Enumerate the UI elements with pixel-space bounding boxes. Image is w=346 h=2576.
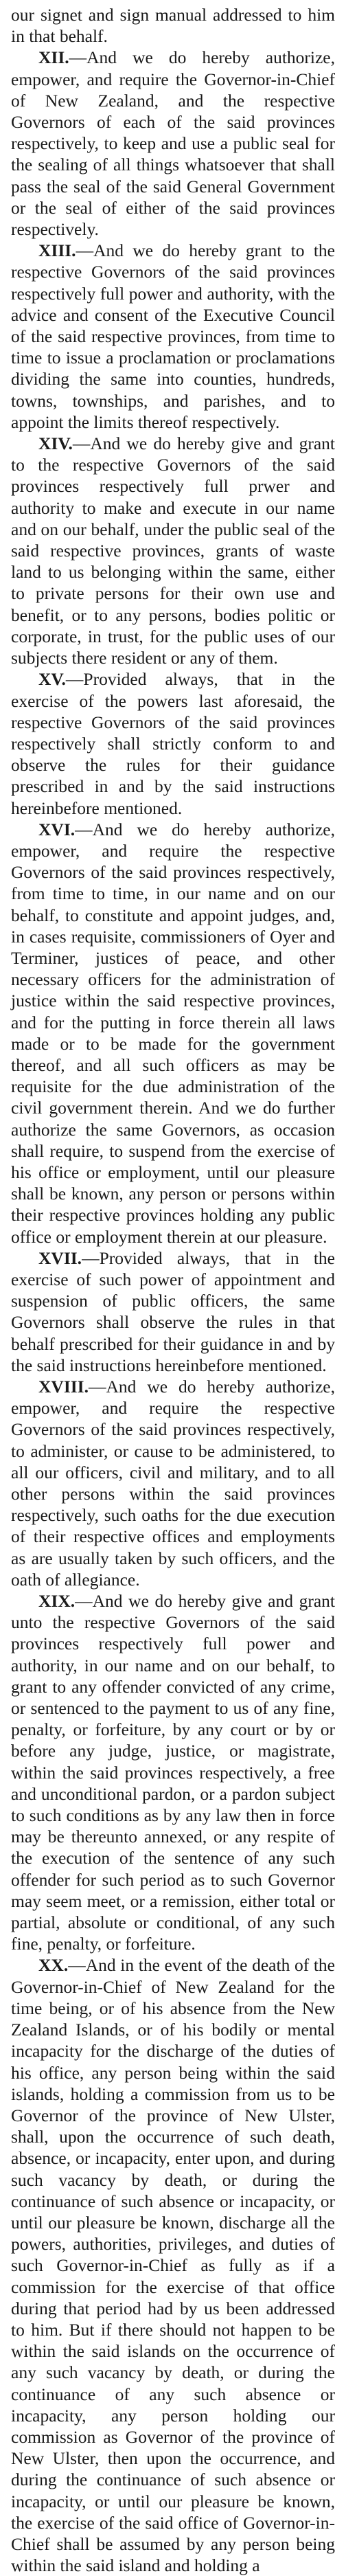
paragraph-text: —And we do hereby authorize, empower, and require the respective Governors of the said provinces respectively, from time to time, in our name and on our behalf, to constitute and appoint judges, and, in cases requisite, commissioners of Oyer and Terminer, justices of peace, and other necessary officers for the administration of justice within the said respective provinces, and for the putting in force therein all laws made or to be made for the government thereof, and all such officers as may be requisite for the due administration of the civil government therein. And we do further authorize the same Governors, as occasion shall require, to suspend from the exercise of his office or employment, until our pleasure shall be known, any person or persons within their respective provinces holding any public office or employment therein at our pleasure.: [11, 819, 335, 1247]
paragraph-text: —And we do hereby give and grant unto the respective Governors of the said provinces respectively full power and authority, in our name and on our behalf, to grant to any offender convicted of any crime, or sentenced to the payment to us of any fine, penalty, or forfeiture, by any court or by or before any judge, justice, or magistrate, within the said provinces respectively, a free and unconditional pardon, or a pardon subject to such conditions as by any law then in force may be thereunto annexed, or any respite of the execution of the sentence of any such offender for such period as to such Governor may seem meet, or a remission, either total or partial, absolute or conditional, of any such fine, penalty, or forfeiture.: [11, 1591, 335, 1954]
paragraph-continuation: [11, 4, 335, 47]
paragraph-text: —And we do hereby authorize, empower, and require the Governor-in-Chief of New Zealand, and the respective Governors of each of the said provinces respectively, to keep and use a public seal for the sealing of all things whatsoever that shall pass the seal of the said General Government or the seal of either of the said provinces respectively.: [11, 47, 335, 240]
section-number: XIII.: [38, 240, 76, 261]
paragraph-text: —And in the event of the death of the Governor-in-Chief of New Zealand for the time being, or of his absence from the New Zealand Islands, or of his bodily or mental incapacity for the discharge of the duties of his office, any person being within the said islands, holding a commission from us to be Governor of the province of New Ulster, shall, upon the occurrence of such death, absence, or incapacity, enter upon, and during such vacancy by death, or during the continuance of such absence or incapacity, or until our pleasure be known, discharge all the powers, authorities, privileges, and duties of such Governor-in-Chief as fully as if a commission for the exercise of that office during that period had by us been addressed to him. But if there should not happen to be within the said islands on the occurrence of any such vacancy by death, or during the continuance of any such absence or incapacity, any person holding our commission as Governor of the province of New Ulster, then upon the occurrence, and during the continuance of such absence or incapacity, or until our pleasure be known, the exercise of the said office of Governor-in-Chief shall be assumed by any person being within the said island and holding a: [11, 1955, 335, 2576]
section-xvi: [11, 819, 335, 1247]
section-number: XIX.: [38, 1591, 76, 1612]
section-number: XX.: [38, 1955, 69, 1976]
section-xiv: [11, 433, 335, 668]
section-number: XV.: [38, 669, 66, 690]
section-xix: [11, 1590, 335, 1954]
section-number: XII.: [38, 47, 69, 68]
section-number: XVI.: [38, 819, 76, 839]
paragraph-text: —And we do hereby grant to the respective Governors of the said provinces respectively full power and authority, with the advice and consent of the Executive Council of the said respective provinces, from time to time to issue a proclamation or proclamations dividing the same into counties, hundreds, towns, townships, and parishes, and to appoint the limits thereof respectively.: [11, 240, 335, 432]
section-xii: [11, 47, 335, 240]
section-xviii: [11, 1376, 335, 1590]
paragraph-text: —Provided always, that in the exercise of the powers last aforesaid, the respective Governors of the said provinces respectively shall strictly conform to and observe the rules for their guidance prescribed in and by the said instructions hereinbefore mentioned.: [11, 669, 335, 818]
paragraph-text: —And we do hereby give and grant to the respective Governors of the said provinces respectively full prwer and authority to make and execute in our name and on our behalf, under the public seal of the said respective provinces, grants of waste land to us belonging within the same, either to private persons for their own use and benefit, or to any persons, bodies politic or corporate, in trust, for the public uses of our subjects there resident or any of them.: [11, 433, 335, 668]
paragraph-text: —Provided always, that in the exercise of such power of appointment and suspension of public officers, the same Governors shall observe the rules in that behalf prescribed for their guidance in and by the said instructions hereinbefore mentioned.: [11, 1247, 335, 1375]
section-xvii: [11, 1247, 335, 1376]
section-number: XVIII.: [38, 1377, 89, 1397]
section-xiii: [11, 240, 335, 433]
section-number: XVII.: [38, 1247, 82, 1268]
section-xx: [11, 1954, 335, 2576]
section-number: XIV.: [38, 433, 73, 454]
paragraph-text: our signet and sign manual addressed to him in that behalf.: [11, 5, 335, 47]
section-xv: [11, 668, 335, 818]
paragraph-text: —And we do hereby authorize, empower, and require the respective Governors of the said provinces respectively, to administer, or cause to be administered, to all our officers, civil and military, and to all other persons within the said provinces respectively, such oaths for the due execution of their respective offices and employments as are usually taken by such officers, and the oath of allegiance.: [11, 1377, 335, 1590]
